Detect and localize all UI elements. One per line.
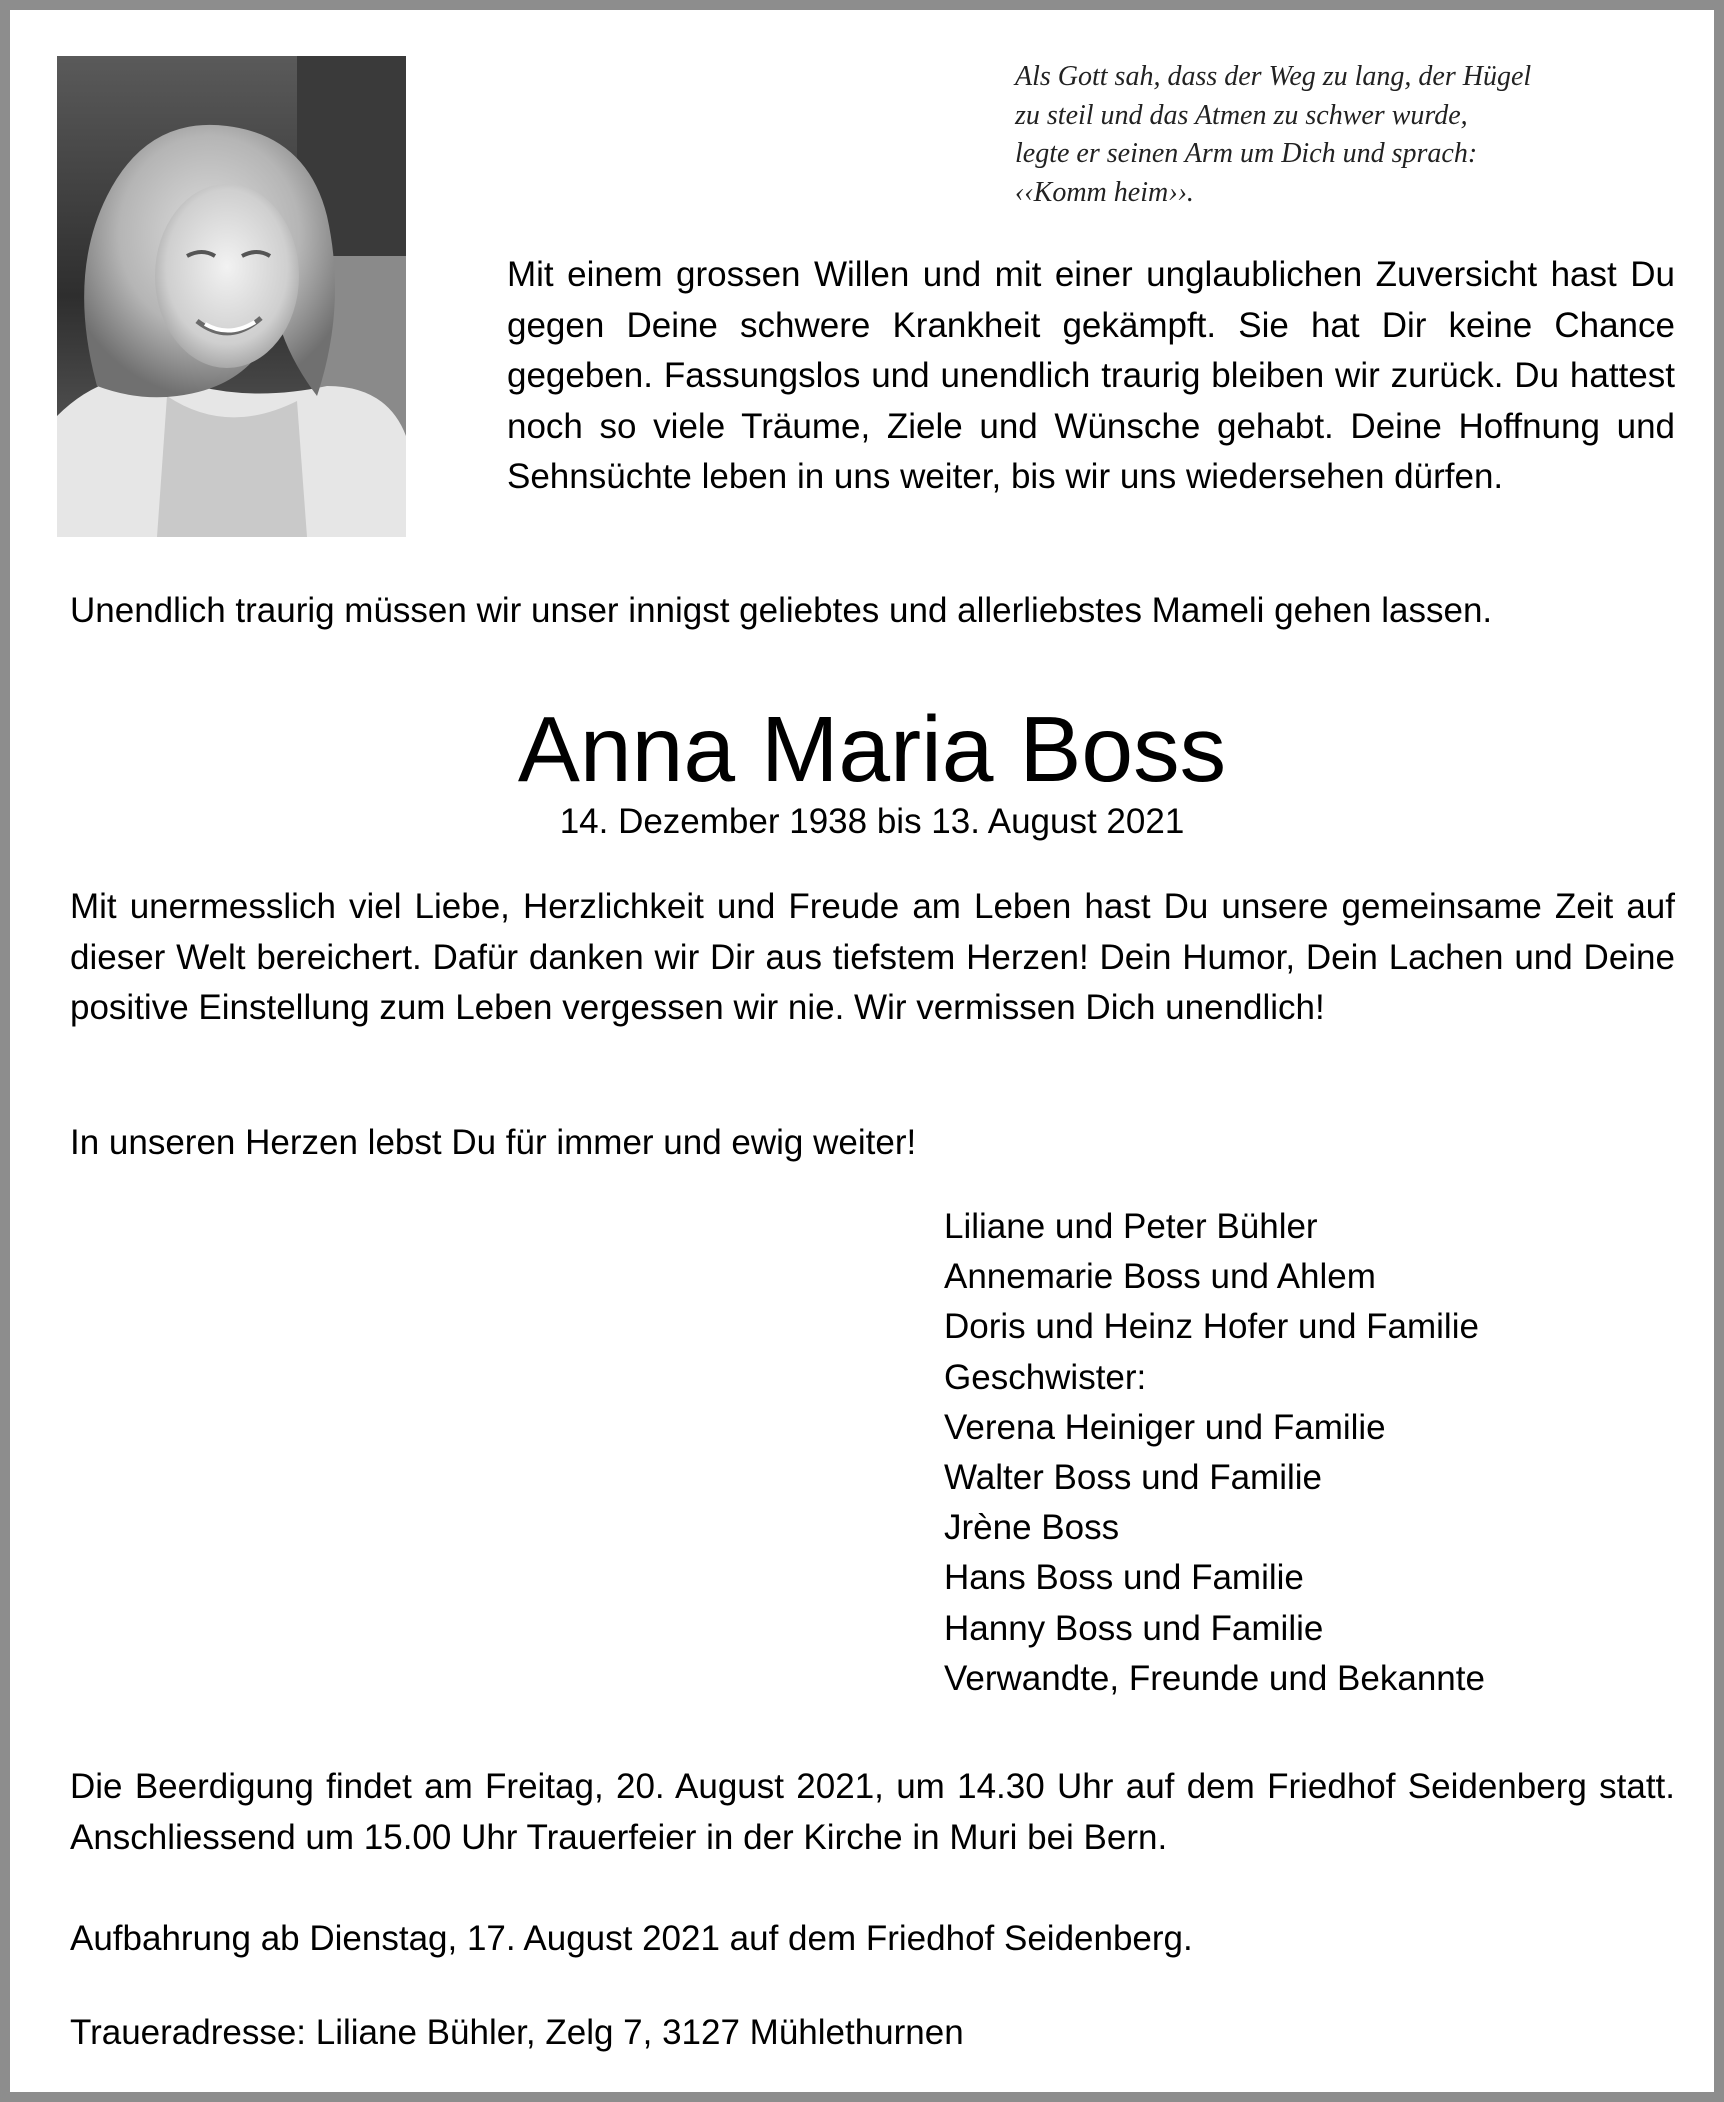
mourner-item: Hanny Boss und Familie xyxy=(944,1608,1324,1648)
deceased-name: Anna Maria Boss xyxy=(517,697,1227,801)
poem-line: ‹‹Komm heim››. xyxy=(1015,176,1194,208)
portrait-photo-icon xyxy=(57,56,406,537)
poem-line: zu steil und das Atmen zu schwer wurde, xyxy=(1015,99,1468,131)
mourner-item: Annemarie Boss und Ahlem xyxy=(944,1257,1376,1297)
mourner-item: Hans Boss und Familie xyxy=(944,1558,1304,1598)
mourner-item: Geschwister: xyxy=(944,1357,1147,1397)
closing-line: In unseren Herzen lebst Du für immer und ewig weiter! xyxy=(70,1123,917,1162)
mourner-item: Jrène Boss xyxy=(944,1508,1120,1548)
poem-line: Als Gott sah, dass der Weg zu lang, der Hügel xyxy=(1015,61,1532,92)
life-dates: 14. Dezember 1938 bis 13. August 2021 xyxy=(559,802,1185,841)
poem-line: legte er seinen Arm um Dich und sprach: xyxy=(1015,138,1478,169)
mourner-item: Doris und Heinz Hofer und Familie xyxy=(944,1307,1479,1347)
tribute-paragraph: Mit unermesslich viel Liebe, Herzlichkeit und Freude am Leben hast Du unsere gemeinsame Zeit auf dieser Welt bereichert. Dafür danken wir Dir aus tiefstem Herzen! Dein Humor, Dein Lachen und Deine positive Einstellung zum Leben vergessen wir nie. Wir vermissen Dich unendlich! xyxy=(70,887,1675,1027)
mourner-item: Liliane und Peter Bühler xyxy=(944,1207,1318,1246)
mourners-list xyxy=(944,1202,1684,1704)
mourner-item: Verena Heiniger und Familie xyxy=(944,1407,1386,1447)
intro-paragraph: Mit einem grossen Willen und mit einer unglaublichen Zuversicht hast Du gegen Deine schwere Krankheit gekämpft. Sie hat Dir keine Chance gegeben. Fassungslos und unendlich traurig bleiben wir zurück. Du hattest noch so viele Träume, Ziele und Wünsche gehabt. Deine Hoffnung und Sehnsüchte leben in uns weiter, bis wir uns wiedersehen dürfen. xyxy=(507,255,1675,496)
laying-out-info: Aufbahrung ab Dienstag, 17. August 2021 auf dem Friedhof Seidenberg. xyxy=(70,1919,1193,1958)
lead-paragraph: Unendlich traurig müssen wir unser innigst geliebtes und allerliebstes Mameli gehen lassen. xyxy=(70,591,1493,630)
funeral-info: Die Beerdigung findet am Freitag, 20. August 2021, um 14.30 Uhr auf dem Friedhof Seidenberg statt. Anschliessend um 15.00 Uhr Trauerfeier in der Kirche in Muri bei Bern. xyxy=(70,1767,1675,1857)
mourning-address: Traueradresse: Liliane Bühler, Zelg 7, 3127 Mühlethurnen xyxy=(70,2013,964,2052)
poem-quote xyxy=(1015,58,1655,212)
mourner-item: Verwandte, Freunde und Bekannte xyxy=(944,1658,1485,1698)
mourner-item: Walter Boss und Familie xyxy=(944,1458,1322,1498)
